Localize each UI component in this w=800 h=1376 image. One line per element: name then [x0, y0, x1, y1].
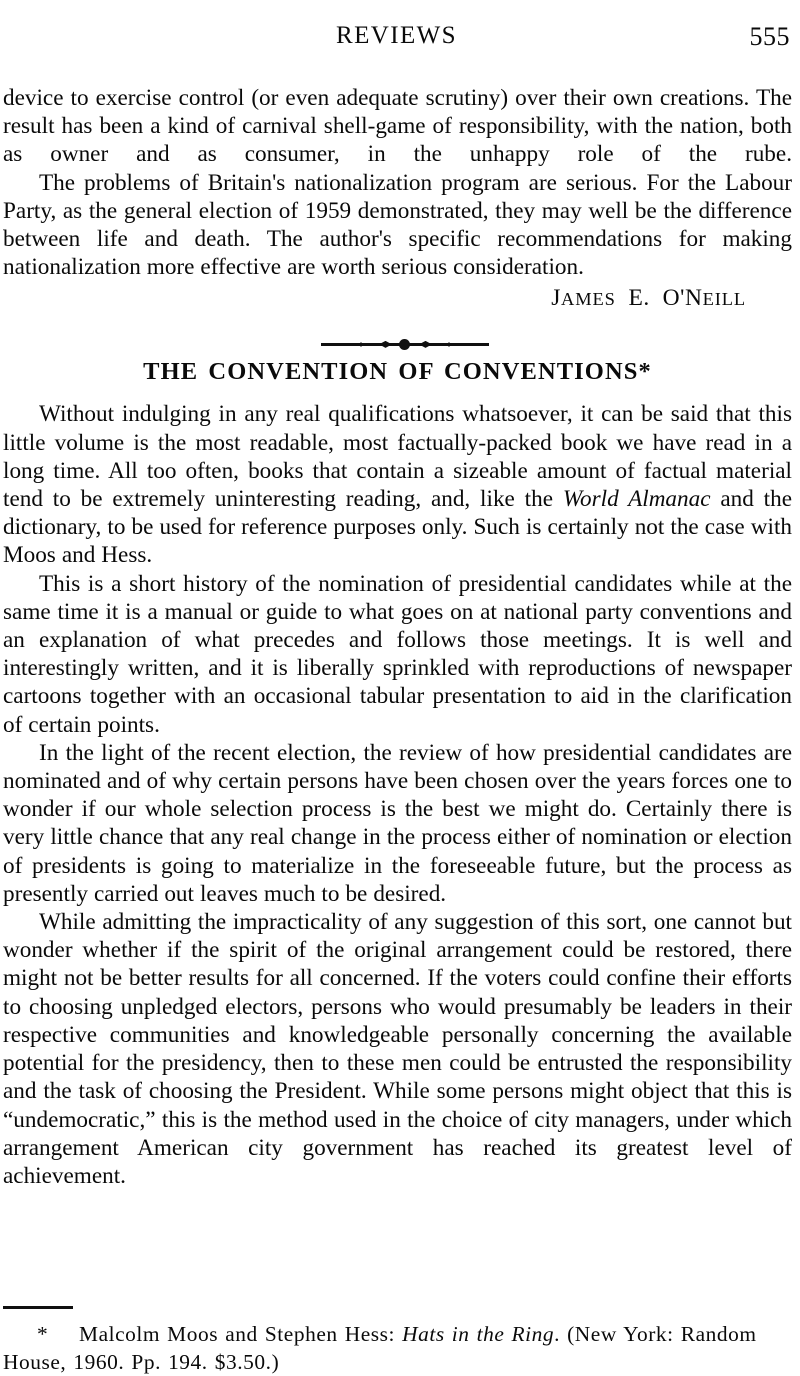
footnote-text — [3, 1322, 757, 1374]
running-head-title: REVIEWS — [336, 22, 457, 49]
footnote-marker: * — [37, 1322, 49, 1347]
italic-run: Hats in the Ring — [402, 1322, 555, 1347]
paragraph-continuation: device to exercise control (or even adequate scrutiny) over their own creations. The result has been a kind of carnival shell-game of responsibility, with the nation, both as owner and as consumer, in the unhappy role of the rube. — [3, 85, 792, 168]
byline-surname-initial: O'N — [662, 285, 703, 312]
divider-diamond-right — [419, 341, 432, 348]
footnote — [3, 1321, 792, 1376]
text-run: Malcolm Moos and Stephen Hess: — [79, 1322, 403, 1347]
divider-dot-center — [399, 339, 410, 350]
review-byline — [3, 285, 792, 312]
page-number: 555 — [749, 22, 790, 51]
footnote-separator-rule — [3, 1306, 73, 1309]
text-column — [3, 84, 792, 1190]
paragraph: The problems of Britain's nationalization program are serious. For the Labour Party, as the general election of 1959 demonstrated, they may well be the difference between life and death. The author's specific recommendations for making nationalization more effective are worth serious consideration. — [3, 169, 792, 281]
running-head — [3, 22, 790, 56]
byline-given-initial: J — [551, 285, 562, 312]
text-run: This is a short history of the nomination of presidential candidates while at the same time it is a manual or guide to what goes on at national party conventions and an explanation of what precedes and follows those meetings. It is well and interestingly written, and it is liberally sprinkled with reproductions of newspaper cartoons together with an occasional tabular presentation to aid in the clarification of certain points. — [3, 570, 792, 738]
text-run: . (New York: Random House, 1960. Pp. 194. $3.50.) — [3, 1322, 757, 1374]
paragraph — [3, 739, 792, 908]
byline-given-rest: AMES — [561, 289, 616, 310]
italic-run: World Almanac — [562, 486, 711, 513]
byline-middle-initial: E. — [628, 285, 650, 312]
text-run: While admitting the impracticality of any suggestion of this sort, one cannot but wonder whether if the spirit of the original arrangement could be restored, there might not be better results for all concerned. If the voters could confine their efforts to choosing unpledged electors, persons who would presumably be leaders in their respective communities and knowledgeable personally concerning the available potential for the presidency, then to these men could be entrusted the responsibility and the task of choosing the President. While some persons might object that this is “undemocratic,” this is the method used in the choice of city managers, under which arrangement American city government has reached its greatest level of achievement. — [3, 909, 792, 1189]
text-run: Without indulging in any real qualifications whatsoever, it can be said that this little volume is the most readable, most factually-packed book we have read in a long time. All too often, books that contain a sizeable amount of factual material tend to be extremely uninteresting reading, and, like the — [3, 401, 792, 513]
text-run: and the dictionary, to be used for reference purposes only. Such is certainly not the case with Moos and Hess. — [3, 486, 792, 569]
paragraph — [3, 570, 792, 739]
byline-surname-rest: EILL — [702, 289, 746, 310]
decorative-divider-icon — [321, 338, 489, 350]
review-title: THE CONVENTION OF CONVENTIONS* — [143, 358, 652, 386]
divider-diamond-left — [379, 341, 392, 348]
paragraph — [3, 400, 792, 569]
paragraph — [3, 908, 792, 1190]
text-run: In the light of the recent election, the review of how presidential candidates are nominated and of why certain persons have been chosen over the years forces one to wonder if our whole selection process is the best we might do. Certainly there is very little chance that any real change in the process either of nomination or election of presidents is going to materialize in the foreseeable future, but the process as presently carried out leaves much to be desired. — [3, 739, 792, 907]
section-divider — [3, 328, 792, 358]
